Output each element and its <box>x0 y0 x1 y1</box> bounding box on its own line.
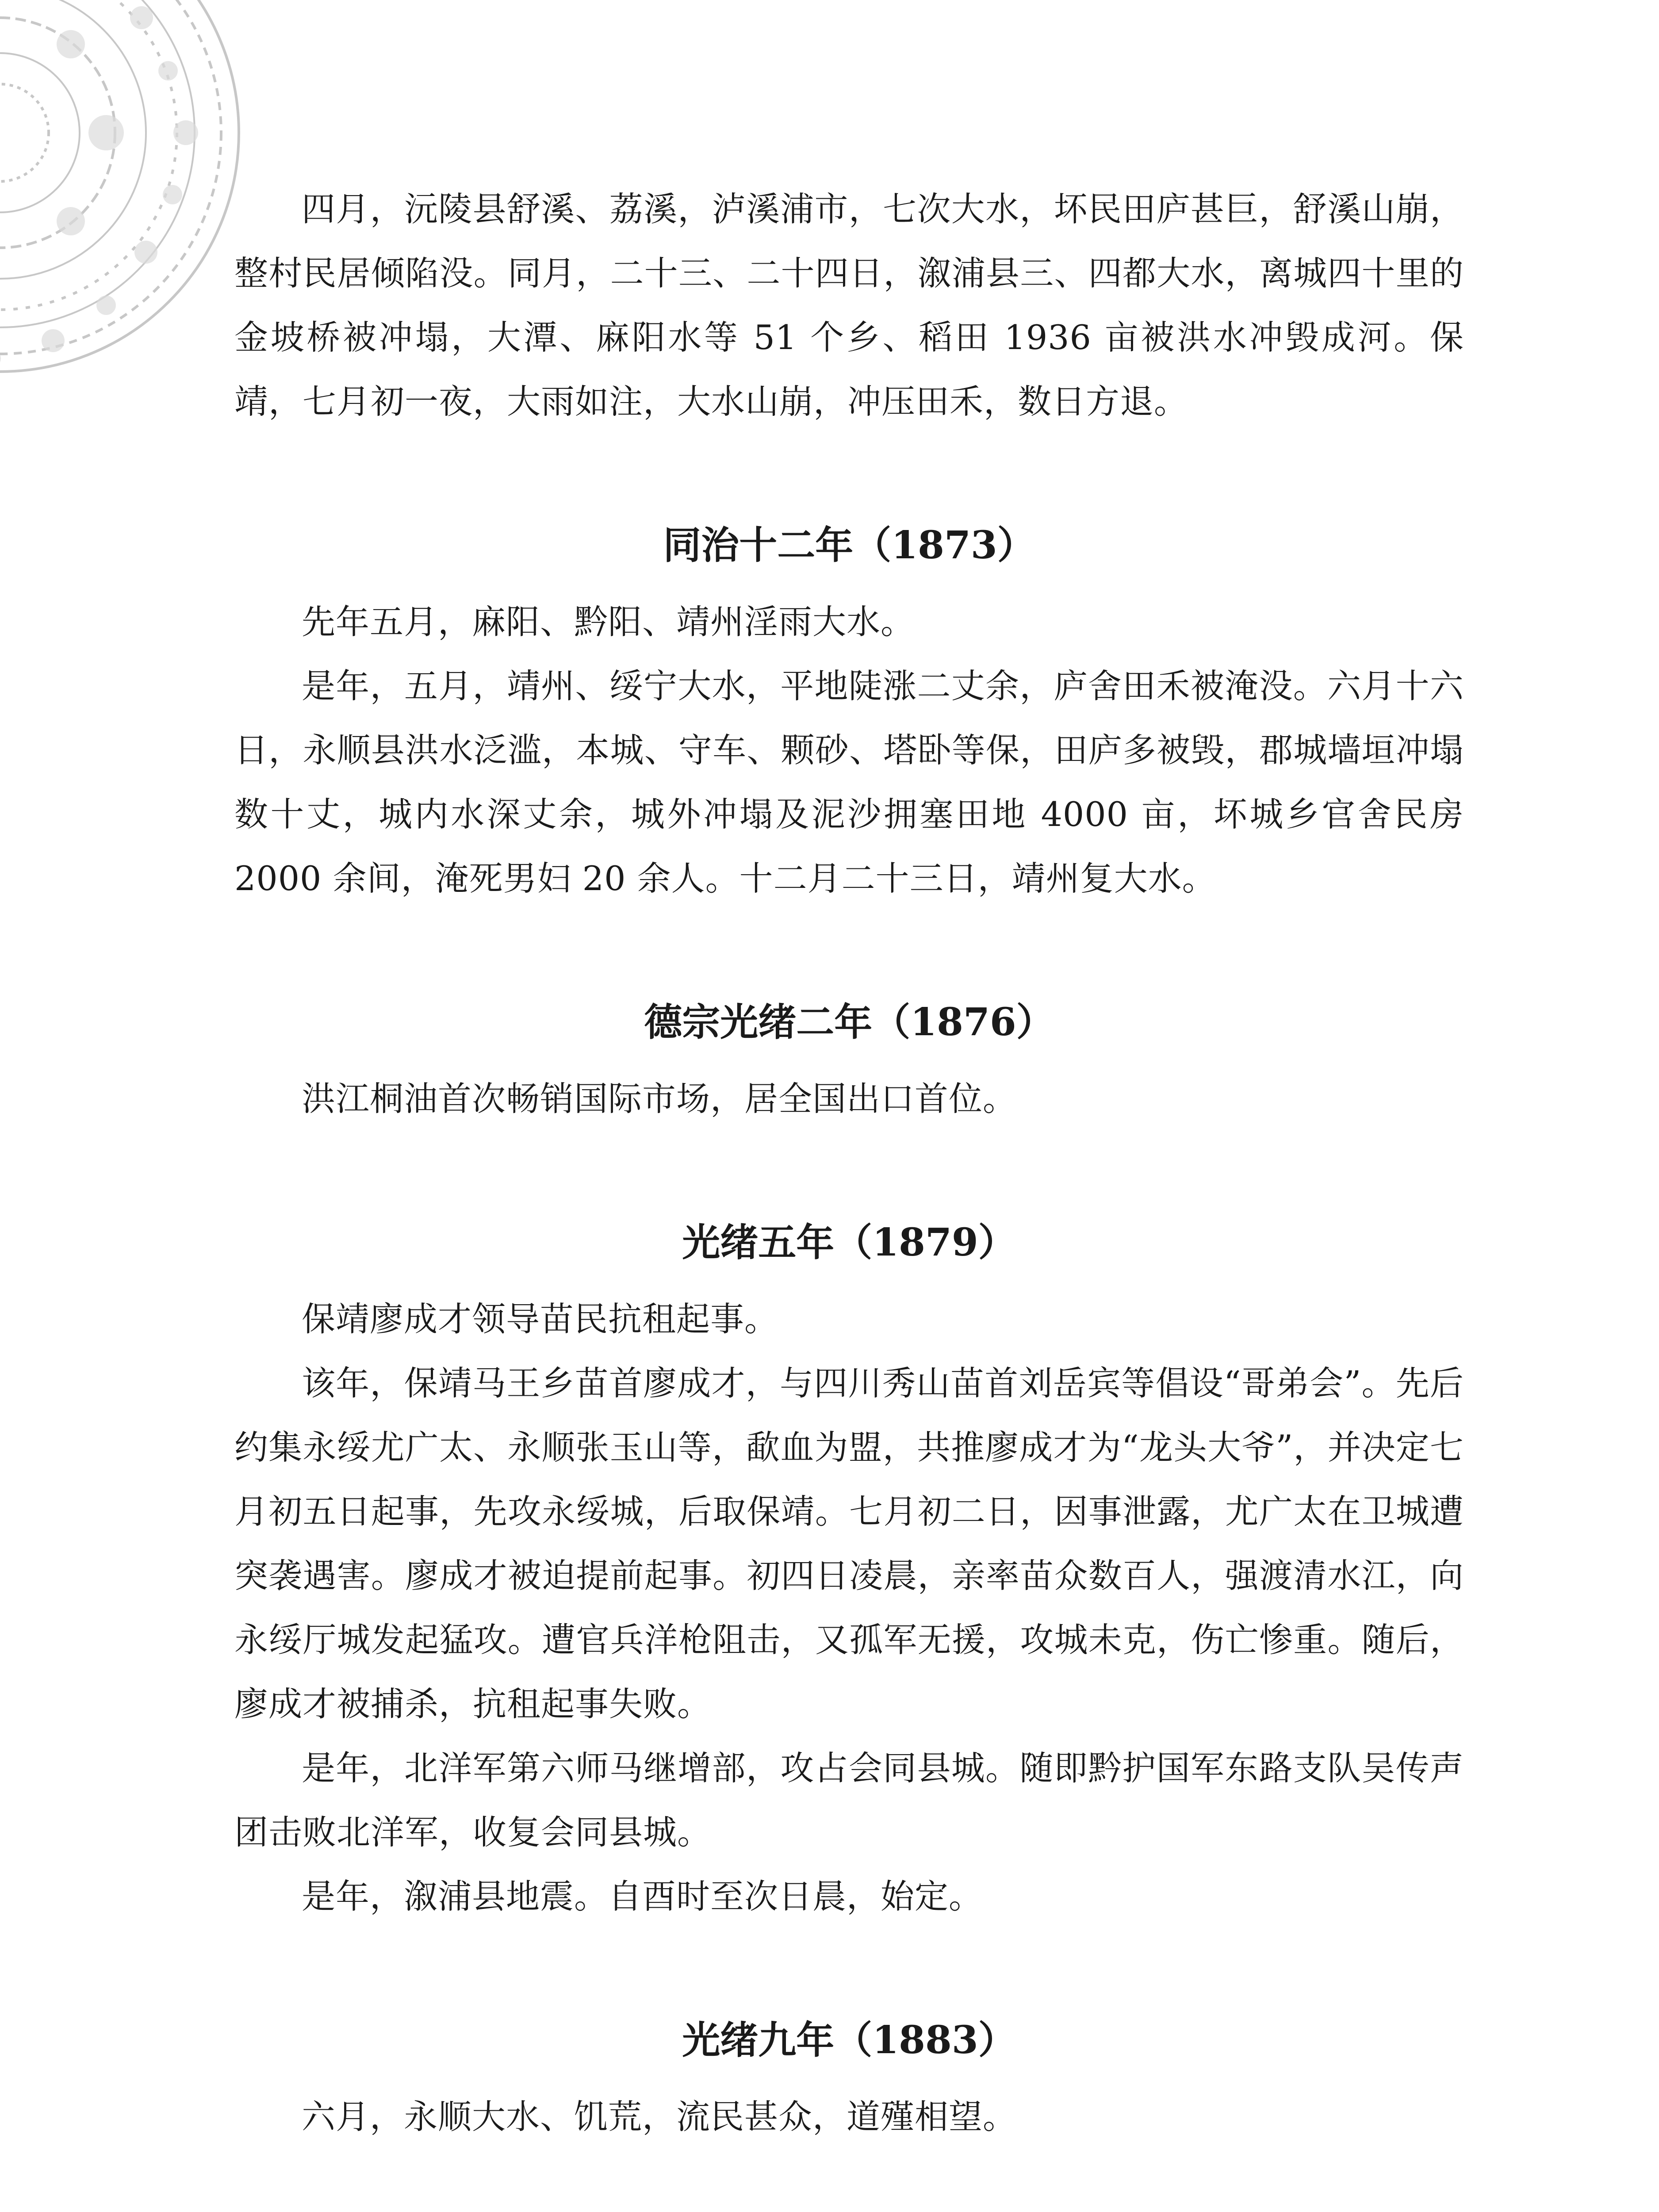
paragraph: 是年，五月，靖州、绥宁大水，平地陡涨二丈余，庐舍田禾被淹没。六月十六日，永顺县洪水泛滥，本城、守车、颗砂、塔卧等保，田庐多被毁，郡城墙垣冲塌数十丈，城内水深丈余，城外冲塌及泥沙拥塞田地 4000 亩，坏城乡官舍民房 2000 余间，淹死男妇 20 余人。十二月二十三日，靖州复大水。 <box>234 666 1464 898</box>
section-heading-1873: 同治十二年（1873） <box>663 523 1035 568</box>
paragraph: 该年，保靖马王乡苗首廖成才，与四川秀山苗首刘岳宾等倡设“哥弟会”。先后约集永绥尤广太、永顺张玉山等，歃血为盟，共推廖成才为“龙头大爷”，并决定七月初五日起事，先攻永绥城，后取保靖。七月初二日，因事泄露，尤广太在卫城遭突袭遇害。廖成才被迫提前起事。初四日凌晨，亲率苗众数百人，强渡清水江，向永绥厅城发起猛攻。遭官兵洋枪阻击，又孤军无援，攻城未克，伤亡惨重。随后，廖成才被捕杀，抗租起事失败。 <box>234 1363 1464 1724</box>
section-heading-1883: 光绪九年（1883） <box>682 2018 1016 2062</box>
paragraph: 先年五月，麻阳、黔阳、靖州淫雨大水。 <box>302 602 915 641</box>
page-content <box>234 177 1464 2149</box>
paragraph: 四月，沅陵县舒溪、荔溪，泸溪浦市，七次大水，坏民田庐甚巨，舒溪山崩，整村民居倾陷没。同月，二十三、二十四日，溆浦县三、四都大水，离城四十里的金坡桥被冲塌，大潭、麻阳水等 51 个乡、稻田 1936 亩被洪水冲毁成河。保靖，七月初一夜，大雨如注，大水山崩，冲压田禾，数日方退。 <box>234 189 1464 421</box>
paragraph: 洪江桐油首次畅销国际市场，居全国出口首位。 <box>302 1079 1017 1118</box>
section-heading-1879: 光绪五年（1879） <box>682 1220 1016 1265</box>
paragraph: 是年，溆浦县地震。自酉时至次日晨，始定。 <box>302 1877 983 1916</box>
paragraph: 是年，北洋军第六师马继增部，攻占会同县城。随即黔护国军东路支队吴传声团击败北洋军，收复会同县城。 <box>234 1748 1464 1852</box>
decorative-lace-ornament <box>0 0 257 575</box>
section-heading-1876: 德宗光绪二年（1876） <box>644 1000 1054 1045</box>
paragraph: 保靖廖成才领导苗民抗租起事。 <box>302 1299 778 1339</box>
paragraph: 六月，永顺大水、饥荒，流民甚众，道殣相望。 <box>302 2097 1017 2136</box>
